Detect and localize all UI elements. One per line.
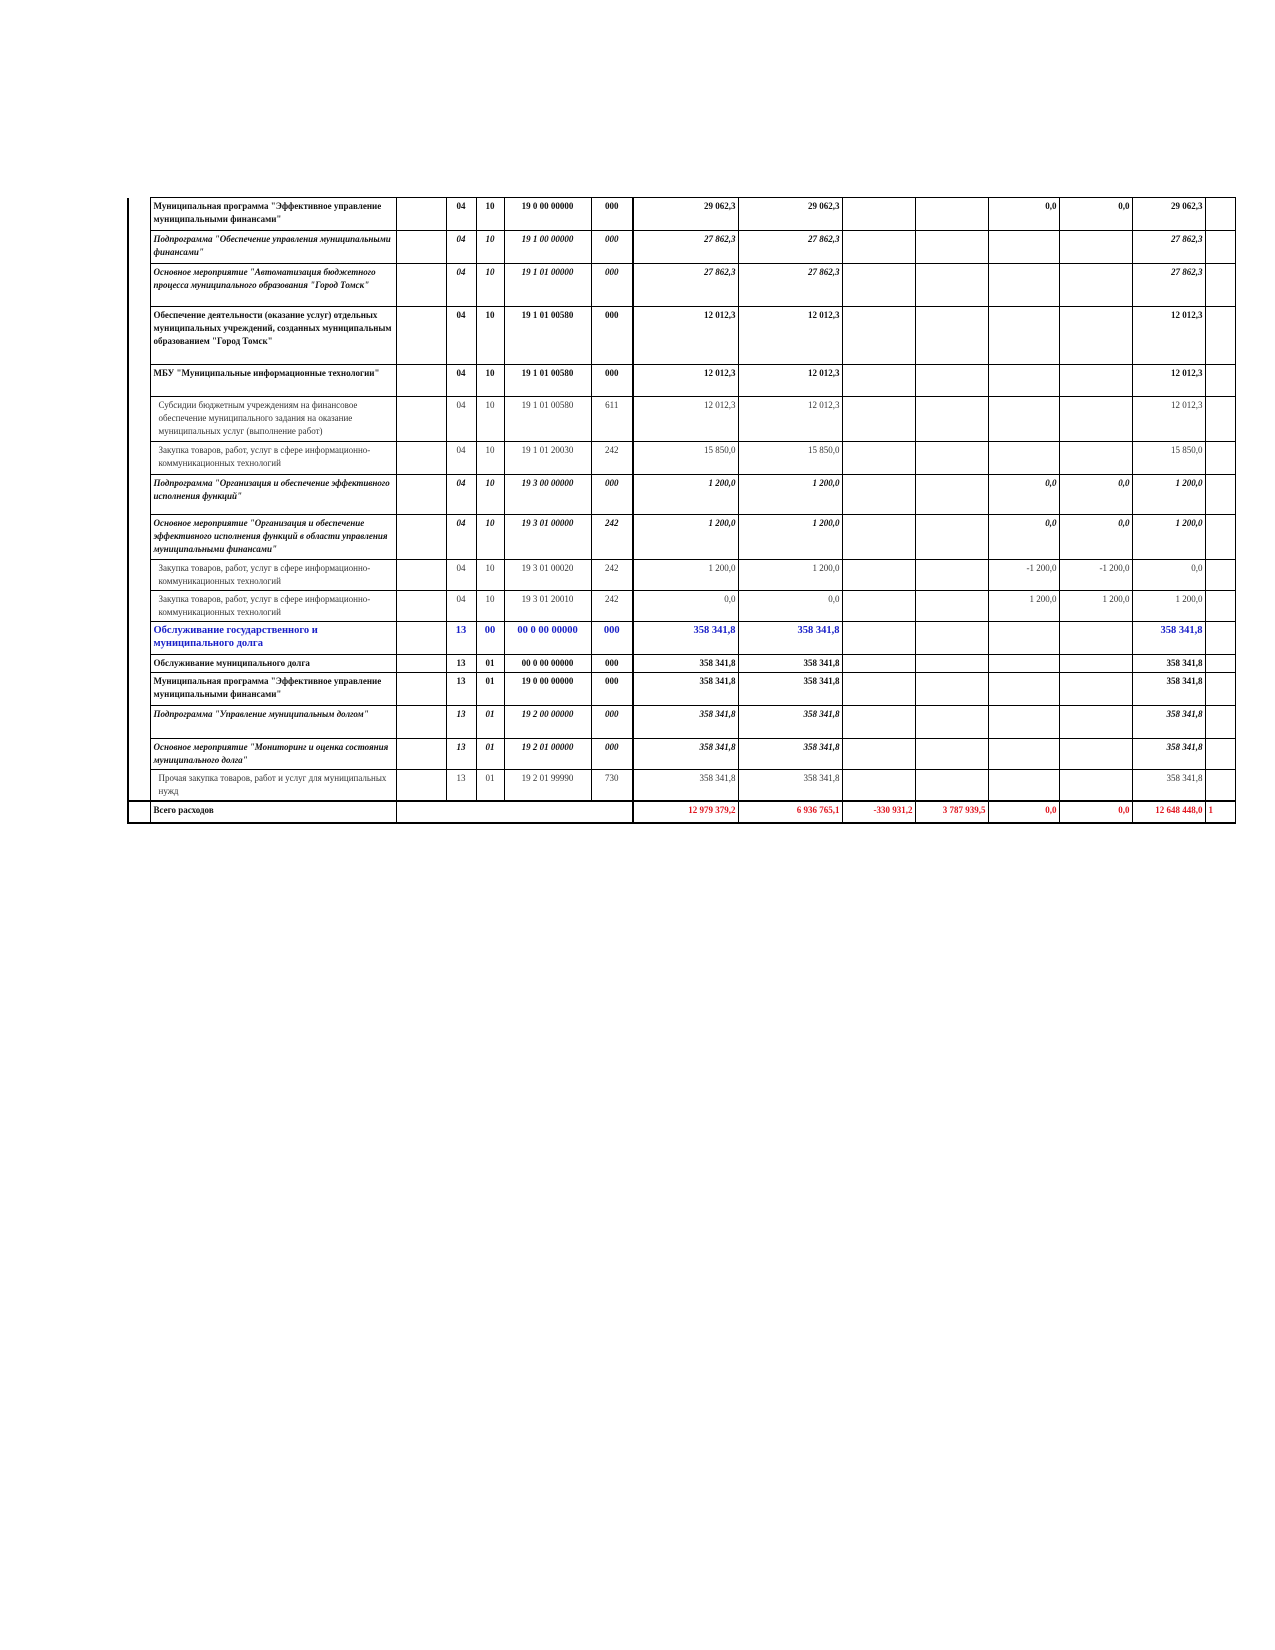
row-blank-cell [396, 307, 446, 365]
row-value-6 [1059, 655, 1132, 673]
row-value-2: 358 341,8 [738, 622, 842, 655]
row-value-6 [1059, 307, 1132, 365]
row-value-6: 0,0 [1059, 515, 1132, 560]
row-value-1: 358 341,8 [633, 770, 738, 802]
row-value-7: 1 200,0 [1132, 591, 1205, 622]
row-cut-cell [1205, 622, 1235, 655]
row-section-code: 04 [446, 307, 476, 365]
row-target-article: 00 0 00 00000 [504, 655, 591, 673]
row-cut-cell [1205, 655, 1235, 673]
row-value-4 [915, 442, 988, 475]
row-value-6 [1059, 622, 1132, 655]
row-target-article: 19 1 01 00580 [504, 397, 591, 442]
row-subsection-code: 00 [476, 622, 504, 655]
row-blank-cell [396, 475, 446, 515]
row-value-4 [915, 655, 988, 673]
row-section-code: 04 [446, 442, 476, 475]
row-name: Закупка товаров, работ, услуг в сфере информационно-коммуникационных технологий [150, 560, 396, 591]
row-subsection-code: 10 [476, 591, 504, 622]
row-target-article: 00 0 00 00000 [504, 622, 591, 655]
row-blank-cell [396, 622, 446, 655]
row-value-4 [915, 560, 988, 591]
table-row [128, 622, 1235, 655]
row-section-code: 04 [446, 560, 476, 591]
row-value-2: 1 200,0 [738, 515, 842, 560]
row-target-article: 19 3 00 00000 [504, 475, 591, 515]
total-value-7: 12 648 448,0 [1132, 801, 1205, 823]
row-blank-cell [396, 770, 446, 802]
row-blank-cell [396, 591, 446, 622]
row-value-4 [915, 198, 988, 231]
row-value-5: 0,0 [988, 475, 1059, 515]
row-value-2: 358 341,8 [738, 770, 842, 802]
row-name: Субсидии бюджетным учреждениям на финансовое обеспечение муниципального задания на оказание муниципальных услуг (выполнение работ) [150, 397, 396, 442]
row-value-7: 1 200,0 [1132, 475, 1205, 515]
row-value-6: 1 200,0 [1059, 591, 1132, 622]
row-value-2: 0,0 [738, 591, 842, 622]
table-row [128, 591, 1235, 622]
row-target-article: 19 0 00 00000 [504, 673, 591, 706]
row-cut-cell [1205, 560, 1235, 591]
row-cut-cell [1205, 397, 1235, 442]
row-blank-cell [396, 706, 446, 739]
row-cut-cell [1205, 475, 1235, 515]
row-value-3 [842, 365, 915, 397]
row-value-3 [842, 198, 915, 231]
row-value-6 [1059, 264, 1132, 307]
row-expense-type: 000 [591, 475, 633, 515]
row-value-2: 12 012,3 [738, 397, 842, 442]
row-section-code: 04 [446, 591, 476, 622]
row-cut-cell [1205, 706, 1235, 739]
total-value-1: 12 979 379,2 [633, 801, 738, 823]
row-value-7: 27 862,3 [1132, 264, 1205, 307]
row-value-5 [988, 770, 1059, 802]
row-cut-cell [1205, 231, 1235, 264]
row-value-4 [915, 622, 988, 655]
row-value-7: 358 341,8 [1132, 739, 1205, 770]
row-value-6 [1059, 770, 1132, 802]
row-margin-cell [128, 515, 150, 560]
row-value-5 [988, 264, 1059, 307]
row-value-5 [988, 442, 1059, 475]
row-target-article: 19 3 01 00000 [504, 515, 591, 560]
table-row [128, 442, 1235, 475]
row-blank-cell [396, 739, 446, 770]
row-margin-cell [128, 655, 150, 673]
row-value-7: 0,0 [1132, 560, 1205, 591]
row-value-7: 15 850,0 [1132, 442, 1205, 475]
row-value-1: 12 012,3 [633, 307, 738, 365]
row-value-3 [842, 655, 915, 673]
row-name: Подпрограмма "Организация и обеспечение эффективного исполнения функций" [150, 475, 396, 515]
row-name: Основное мероприятие "Автоматизация бюджетного процесса муниципального образования "Город Томск" [150, 264, 396, 307]
row-section-code: 13 [446, 770, 476, 802]
row-margin-cell [128, 442, 150, 475]
table-row [128, 231, 1235, 264]
row-value-3 [842, 442, 915, 475]
row-subsection-code: 10 [476, 231, 504, 264]
table-row [128, 397, 1235, 442]
total-value-6: 0,0 [1059, 801, 1132, 823]
row-subsection-code: 10 [476, 198, 504, 231]
row-section-code: 04 [446, 198, 476, 231]
row-name: Муниципальная программа "Эффективное управление муниципальными финансами" [150, 673, 396, 706]
row-value-6 [1059, 739, 1132, 770]
row-section-code: 13 [446, 739, 476, 770]
row-expense-type: 000 [591, 307, 633, 365]
row-value-7: 12 012,3 [1132, 397, 1205, 442]
row-value-5 [988, 673, 1059, 706]
row-margin-cell [128, 365, 150, 397]
row-subsection-code: 10 [476, 560, 504, 591]
row-expense-type: 242 [591, 442, 633, 475]
row-expense-type: 000 [591, 198, 633, 231]
row-value-2: 15 850,0 [738, 442, 842, 475]
row-value-2: 27 862,3 [738, 231, 842, 264]
row-name: Прочая закупка товаров, работ и услуг для муниципальных нужд [150, 770, 396, 802]
row-expense-type: 242 [591, 591, 633, 622]
row-blank-cell [396, 264, 446, 307]
row-name: Подпрограмма "Управление муниципальным долгом" [150, 706, 396, 739]
row-section-code: 04 [446, 365, 476, 397]
row-subsection-code: 10 [476, 264, 504, 307]
total-value-8-cut: 1 [1205, 801, 1235, 823]
row-value-5: 0,0 [988, 515, 1059, 560]
row-value-4 [915, 739, 988, 770]
row-value-4 [915, 706, 988, 739]
row-value-2: 12 012,3 [738, 307, 842, 365]
row-value-3 [842, 231, 915, 264]
row-margin-cell [128, 397, 150, 442]
expenditure-table [127, 197, 1236, 824]
row-target-article: 19 1 01 20030 [504, 442, 591, 475]
row-value-1: 1 200,0 [633, 475, 738, 515]
total-label: Всего расходов [150, 801, 396, 823]
row-margin-cell [128, 198, 150, 231]
row-value-4 [915, 591, 988, 622]
row-value-5 [988, 397, 1059, 442]
row-value-7: 12 012,3 [1132, 307, 1205, 365]
row-value-5 [988, 622, 1059, 655]
row-section-code: 04 [446, 475, 476, 515]
total-value-5: 0,0 [988, 801, 1059, 823]
row-blank-cell [396, 515, 446, 560]
row-target-article: 19 3 01 00020 [504, 560, 591, 591]
row-value-3 [842, 739, 915, 770]
row-value-7: 358 341,8 [1132, 673, 1205, 706]
row-value-6 [1059, 397, 1132, 442]
row-cut-cell [1205, 365, 1235, 397]
row-target-article: 19 1 00 00000 [504, 231, 591, 264]
row-margin-cell [128, 475, 150, 515]
row-section-code: 04 [446, 264, 476, 307]
row-expense-type: 000 [591, 706, 633, 739]
row-name: Закупка товаров, работ, услуг в сфере информационно-коммуникационных технологий [150, 442, 396, 475]
row-cut-cell [1205, 307, 1235, 365]
row-blank-cell [396, 560, 446, 591]
row-margin-cell [128, 706, 150, 739]
row-target-article: 19 0 00 00000 [504, 198, 591, 231]
table-row [128, 739, 1235, 770]
total-value-3: -330 931,2 [842, 801, 915, 823]
row-value-4 [915, 475, 988, 515]
row-blank-cell [396, 365, 446, 397]
row-subsection-code: 01 [476, 706, 504, 739]
row-value-1: 15 850,0 [633, 442, 738, 475]
row-value-7: 27 862,3 [1132, 231, 1205, 264]
row-expense-type: 730 [591, 770, 633, 802]
row-subsection-code: 01 [476, 770, 504, 802]
row-value-6 [1059, 442, 1132, 475]
row-value-5 [988, 655, 1059, 673]
row-subsection-code: 01 [476, 739, 504, 770]
row-section-code: 04 [446, 515, 476, 560]
table-row [128, 673, 1235, 706]
row-value-2: 358 341,8 [738, 739, 842, 770]
row-margin-cell [128, 307, 150, 365]
row-value-1: 12 012,3 [633, 397, 738, 442]
row-name: Обеспечение деятельности (оказание услуг) отдельных муниципальных учреждений, созданных муниципальным образованием "Город Томск" [150, 307, 396, 365]
row-section-code: 13 [446, 673, 476, 706]
row-value-5: -1 200,0 [988, 560, 1059, 591]
row-expense-type: 000 [591, 739, 633, 770]
row-target-article: 19 2 01 99990 [504, 770, 591, 802]
row-value-4 [915, 231, 988, 264]
row-value-3 [842, 560, 915, 591]
row-value-6 [1059, 231, 1132, 264]
row-name: Обслуживание государственного и муниципального долга [150, 622, 396, 655]
row-value-6: 0,0 [1059, 475, 1132, 515]
row-value-3 [842, 706, 915, 739]
row-value-7: 358 341,8 [1132, 622, 1205, 655]
row-value-5: 1 200,0 [988, 591, 1059, 622]
row-value-2: 358 341,8 [738, 655, 842, 673]
row-cut-cell [1205, 198, 1235, 231]
row-value-3 [842, 515, 915, 560]
row-cut-cell [1205, 739, 1235, 770]
row-target-article: 19 1 01 00580 [504, 365, 591, 397]
row-value-5 [988, 231, 1059, 264]
row-margin-cell [128, 560, 150, 591]
row-cut-cell [1205, 673, 1235, 706]
row-value-7: 29 062,3 [1132, 198, 1205, 231]
row-margin-cell [128, 231, 150, 264]
row-value-5 [988, 706, 1059, 739]
row-blank-cell [396, 231, 446, 264]
row-subsection-code: 01 [476, 673, 504, 706]
table-row [128, 655, 1235, 673]
table-row [128, 515, 1235, 560]
row-value-1: 1 200,0 [633, 560, 738, 591]
row-section-code: 13 [446, 622, 476, 655]
row-target-article: 19 2 00 00000 [504, 706, 591, 739]
table-row [128, 560, 1235, 591]
row-value-1: 29 062,3 [633, 198, 738, 231]
row-value-6: 0,0 [1059, 198, 1132, 231]
row-section-code: 04 [446, 231, 476, 264]
table-row [128, 264, 1235, 307]
row-value-5 [988, 365, 1059, 397]
row-margin-cell [128, 591, 150, 622]
row-value-1: 0,0 [633, 591, 738, 622]
row-value-7: 12 012,3 [1132, 365, 1205, 397]
row-value-6 [1059, 706, 1132, 739]
row-value-3 [842, 475, 915, 515]
row-value-1: 358 341,8 [633, 622, 738, 655]
row-margin-cell [128, 739, 150, 770]
row-value-2: 1 200,0 [738, 475, 842, 515]
row-subsection-code: 10 [476, 475, 504, 515]
row-name: Обслуживание муниципального долга [150, 655, 396, 673]
row-value-3 [842, 591, 915, 622]
row-value-7: 358 341,8 [1132, 770, 1205, 802]
row-value-7: 358 341,8 [1132, 655, 1205, 673]
row-target-article: 19 2 01 00000 [504, 739, 591, 770]
row-value-2: 1 200,0 [738, 560, 842, 591]
row-blank-cell [396, 442, 446, 475]
row-name: МБУ "Муниципальные информационные технологии" [150, 365, 396, 397]
row-expense-type: 000 [591, 264, 633, 307]
row-value-3 [842, 770, 915, 802]
row-expense-type: 611 [591, 397, 633, 442]
row-section-code: 04 [446, 397, 476, 442]
row-expense-type: 242 [591, 560, 633, 591]
table-row [128, 307, 1235, 365]
row-blank-cell [396, 673, 446, 706]
row-target-article: 19 3 01 20010 [504, 591, 591, 622]
row-value-6 [1059, 673, 1132, 706]
row-cut-cell [1205, 264, 1235, 307]
row-value-2: 29 062,3 [738, 198, 842, 231]
row-value-2: 358 341,8 [738, 673, 842, 706]
row-value-3 [842, 307, 915, 365]
total-codes-blank [396, 801, 633, 823]
row-value-4 [915, 770, 988, 802]
row-expense-type: 242 [591, 515, 633, 560]
table-row [128, 706, 1235, 739]
row-margin-cell [128, 673, 150, 706]
row-section-code: 13 [446, 655, 476, 673]
row-cut-cell [1205, 442, 1235, 475]
row-expense-type: 000 [591, 673, 633, 706]
row-value-2: 12 012,3 [738, 365, 842, 397]
table-row [128, 475, 1235, 515]
row-value-1: 358 341,8 [633, 655, 738, 673]
table-row [128, 365, 1235, 397]
row-value-4 [915, 264, 988, 307]
row-value-5: 0,0 [988, 198, 1059, 231]
row-value-1: 358 341,8 [633, 673, 738, 706]
row-name: Основное мероприятие "Мониторинг и оценка состояния муниципального долга" [150, 739, 396, 770]
total-margin-cell [128, 801, 150, 823]
row-cut-cell [1205, 515, 1235, 560]
row-subsection-code: 10 [476, 365, 504, 397]
row-target-article: 19 1 01 00580 [504, 307, 591, 365]
row-value-3 [842, 622, 915, 655]
row-subsection-code: 10 [476, 397, 504, 442]
row-expense-type: 000 [591, 231, 633, 264]
row-value-1: 12 012,3 [633, 365, 738, 397]
row-value-3 [842, 397, 915, 442]
row-margin-cell [128, 622, 150, 655]
row-subsection-code: 10 [476, 515, 504, 560]
row-value-5 [988, 739, 1059, 770]
row-expense-type: 000 [591, 655, 633, 673]
row-value-1: 358 341,8 [633, 706, 738, 739]
row-value-7: 1 200,0 [1132, 515, 1205, 560]
row-value-2: 27 862,3 [738, 264, 842, 307]
row-value-3 [842, 264, 915, 307]
row-expense-type: 000 [591, 365, 633, 397]
row-value-4 [915, 397, 988, 442]
row-value-4 [915, 515, 988, 560]
row-value-4 [915, 673, 988, 706]
total-value-4: 3 787 939,5 [915, 801, 988, 823]
row-value-6: -1 200,0 [1059, 560, 1132, 591]
row-subsection-code: 10 [476, 442, 504, 475]
row-blank-cell [396, 198, 446, 231]
row-value-1: 1 200,0 [633, 515, 738, 560]
row-subsection-code: 01 [476, 655, 504, 673]
row-section-code: 13 [446, 706, 476, 739]
row-blank-cell [396, 397, 446, 442]
row-name: Муниципальная программа "Эффективное управление муниципальными финансами" [150, 198, 396, 231]
row-margin-cell [128, 770, 150, 802]
row-name: Подпрограмма "Обеспечение управления муниципальными финансами" [150, 231, 396, 264]
row-value-6 [1059, 365, 1132, 397]
row-value-1: 358 341,8 [633, 739, 738, 770]
row-expense-type: 000 [591, 622, 633, 655]
row-value-7: 358 341,8 [1132, 706, 1205, 739]
row-value-1: 27 862,3 [633, 264, 738, 307]
row-cut-cell [1205, 770, 1235, 802]
row-value-1: 27 862,3 [633, 231, 738, 264]
row-value-3 [842, 673, 915, 706]
row-value-5 [988, 307, 1059, 365]
total-row [128, 801, 1235, 823]
row-name: Основное мероприятие "Организация и обеспечение эффективного исполнения функций в области управления муниципальными финансами" [150, 515, 396, 560]
row-cut-cell [1205, 591, 1235, 622]
row-target-article: 19 1 01 00000 [504, 264, 591, 307]
row-value-4 [915, 307, 988, 365]
row-name: Закупка товаров, работ, услуг в сфере информационно-коммуникационных технологий [150, 591, 396, 622]
row-blank-cell [396, 655, 446, 673]
budget-table-fragment [127, 197, 1236, 824]
row-value-2: 358 341,8 [738, 706, 842, 739]
total-value-2: 6 936 765,1 [738, 801, 842, 823]
row-subsection-code: 10 [476, 307, 504, 365]
row-value-4 [915, 365, 988, 397]
row-margin-cell [128, 264, 150, 307]
table-row [128, 770, 1235, 802]
table-row [128, 198, 1235, 231]
